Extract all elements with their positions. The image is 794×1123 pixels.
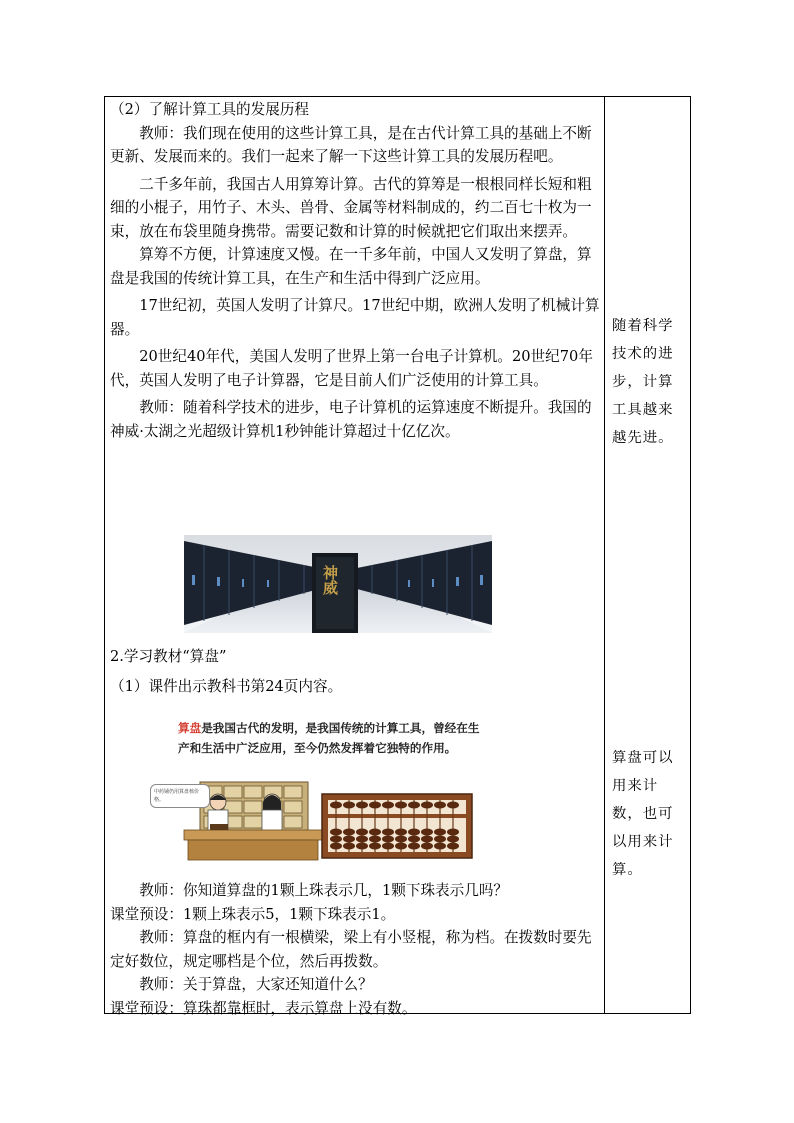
paragraph: 17世纪初，英国人发明了计算尺。17世纪中期，欧洲人发明了机械计算器。 — [110, 297, 600, 338]
main-column — [110, 98, 600, 443]
highlight-word: 算盘 — [178, 721, 202, 735]
dialogue — [110, 879, 600, 1020]
section-2 — [110, 645, 600, 698]
paragraph: 教师：随着科学技术的进步，电子计算机的运算速度不断提升。我国的神威·太湖之光超级计算机1秒钟能计算超过十亿亿次。 — [110, 399, 592, 440]
speech-bubble: 中药铺仍用算盘核价格。 — [150, 784, 210, 808]
side-note-abacus: 算盘可以用来计数，也可以用来计算。 — [612, 750, 674, 878]
section-heading-abacus: 2.学习教材“算盘” — [110, 648, 227, 665]
subheading: （1）课件出示教科书第24页内容。 — [110, 677, 343, 695]
side-note-progress: 随着科学技术的进步，计算工具越来越先进。 — [612, 318, 674, 446]
section-heading-history: （2）了解计算工具的发展历程 — [110, 101, 310, 118]
illustration-caption: 算盘是我国古代的发明，是我国传统的计算工具，曾经在生产和生活中广泛应用，至今仍然发挥着它独特的作用。 — [178, 721, 480, 755]
paragraph: 算筹不方便，计算速度又慢。在一千多年前，中国人又发明了算盘，算盘是我国的传统计算工具，在生产和生活中得到广泛应用。 — [110, 246, 592, 287]
dialogue-line: 教师：关于算盘，大家还知道什么？ — [139, 976, 373, 993]
paragraph: 20世纪40年代，美国人发明了世界上第一台电子计算机。20世纪70年代，英国人发明了电子计算器，它是目前人们广泛使用的计算工具。 — [110, 348, 593, 389]
column-divider — [604, 96, 605, 1014]
supercomputer-photo — [184, 535, 492, 633]
textbook-illustration — [150, 712, 490, 862]
paragraph: 二千多年前，我国古人用算筹计算。古代的算筹是一根根同样长短和粗细的小棍子，用竹子、木头、兽骨、金属等材料制成的，约二百七十枚为一束，放在布袋里随身携带。需要记数和计算的时候就把它们取出来摆弄。 — [110, 175, 592, 240]
cabinet-label: 神威 — [321, 565, 339, 595]
dialogue-line: 课堂预设：算珠都靠框时，表示算盘上没有数。 — [110, 999, 417, 1017]
paragraph: 教师：我们现在使用的这些计算工具，是在古代计算工具的基础上不断更新、发展而来的。我们一起来了解一下这些计算工具的发展历程吧。 — [110, 124, 592, 165]
dialogue-line: 课堂预设：1颗上珠表示5，1颗下珠表示1。 — [110, 905, 396, 923]
dialogue-line: 教师：算盘的框内有一根横梁，梁上有小竖棍，称为档。在拨数时要先定好数位，规定哪档是个位，然后再拨数。 — [110, 929, 592, 970]
dialogue-line: 教师：你知道算盘的1颗上珠表示几，1颗下珠表示几吗？ — [139, 882, 509, 899]
